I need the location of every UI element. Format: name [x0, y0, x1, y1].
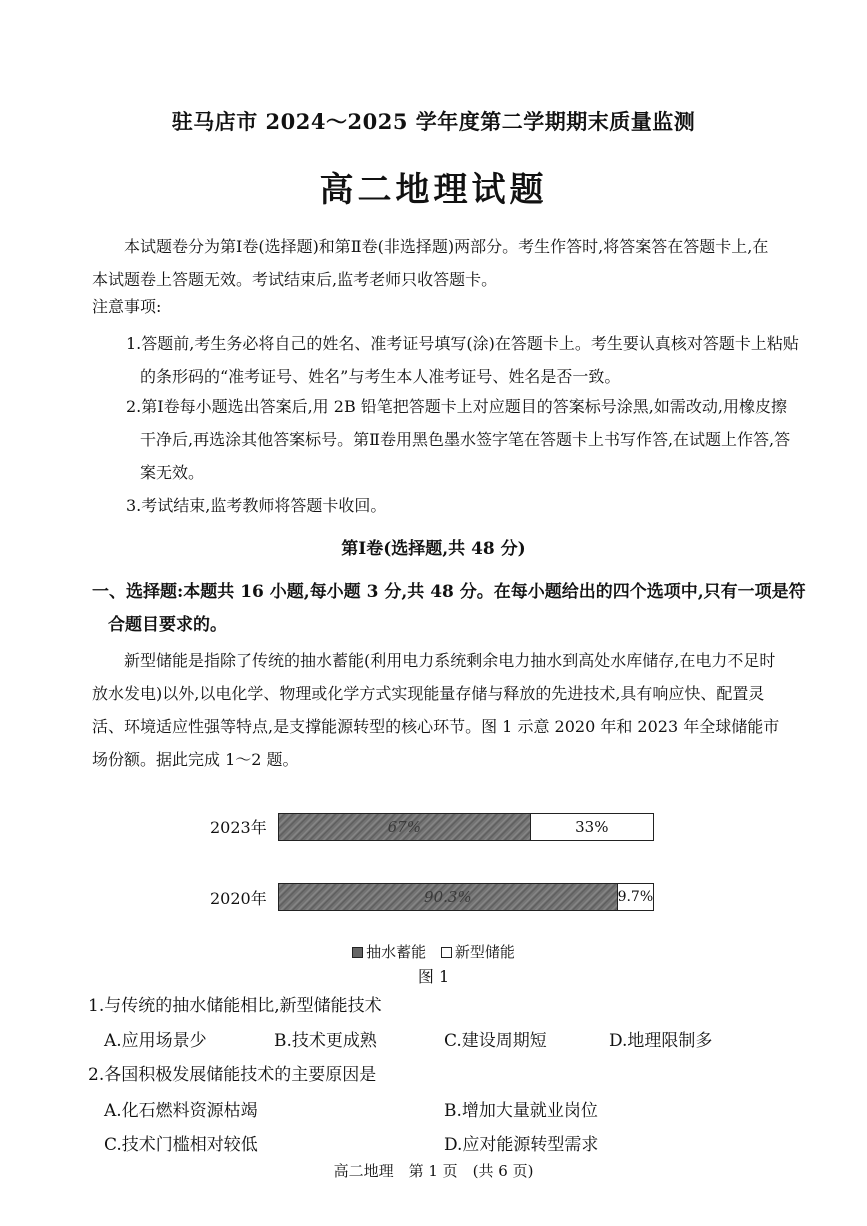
bar-2023-new-label: 33%	[575, 818, 609, 836]
q2-option-a: A.化石燃料资源枯竭	[104, 1101, 258, 1121]
exam-header: 驻马店市 2024～2025 学年度第二学期期末质量监测	[171, 109, 696, 134]
section-heading: 一、选择题:本题共 16 小题,每小题 3 分,共 48 分。在每小题给出的四个选项中,只有一项是符合题目要求的。	[92, 582, 806, 635]
bar-label-2023: 2023年	[210, 818, 267, 837]
legend-label-new: 新型储能	[454, 943, 515, 961]
passage-paragraph: 新型储能是指除了传统的抽水蓄能(利用电力系统剩余电力抽水到高处水库储存,在电力不足时放水发电)以外,以电化学、物理或化学方式实现能量存储与释放的先进技术,具有响应快、配置灵活、环境适应性强等特点,是支撑能源转型的核心环节。图 1 示意 2020 年和 2023 年全球储能市场份额。据此完成 1～2 题。	[92, 651, 780, 769]
intro-paragraph: 本试题卷分为第Ⅰ卷(选择题)和第Ⅱ卷(非选择题)两部分。考生作答时,将答案答在答题卡上,在本试题卷上答题无效。考试结束后,监考老师只收答题卡。	[92, 237, 769, 289]
question-2-stem: 2.各国积极发展储能技术的主要原因是	[88, 1065, 377, 1085]
note-item-2: 2.第Ⅰ卷每小题选出答案后,用 2B 铅笔把答题卡上对应题目的答案标号涂黑,如需改动,用橡皮擦干净后,再选涂其他答案标号。第Ⅱ卷用黑色墨水签字笔在答题卡上书写作答,在试题上作答,答案无效。	[126, 397, 791, 482]
notes-heading: 注意事项:	[92, 297, 162, 316]
page-footer: 高二地理 第 1 页 (共 6 页)	[333, 1162, 534, 1180]
question-2-options-row-2	[104, 1130, 804, 1156]
bar-label-2020: 2020年	[210, 889, 267, 908]
q1-option-c: C.建设周期短	[444, 1031, 547, 1051]
bar-2020-new-label: 9.7%	[617, 889, 654, 905]
q1-option-a: A.应用场景少	[104, 1031, 207, 1051]
q1-option-b: B.技术更成熟	[274, 1031, 377, 1051]
figure-caption: 图 1	[417, 967, 450, 986]
q2-option-d: D.应对能源转型需求	[444, 1135, 599, 1155]
part-title: 第Ⅰ卷(选择题,共 48 分)	[341, 539, 526, 559]
question-2-options-row-1	[104, 1096, 804, 1122]
q2-option-b: B.增加大量就业岗位	[444, 1101, 598, 1121]
note-item-1: 1.答题前,考生务必将自己的姓名、准考证号填写(涂)在答题卡上。考生要认真核对答题卡上粘贴的条形码的“准考证号、姓名”与考生本人准考证号、姓名是否一致。	[126, 334, 799, 386]
page-title: 高二地理试题	[319, 170, 548, 210]
bar-2020-pumped-segment	[279, 884, 617, 910]
legend-swatch-pumped	[352, 947, 363, 958]
bar-2020-new-segment	[617, 884, 653, 910]
legend-swatch-new	[441, 947, 452, 958]
note-item-3: 3.考试结束,监考教师将答题卡收回。	[126, 496, 387, 515]
bar-2023-pumped-label: 67%	[387, 818, 421, 836]
bar-2020-pumped-label: 90.3%	[424, 888, 472, 906]
q2-option-c: C.技术门槛相对较低	[104, 1135, 258, 1155]
legend-label-pumped: 抽水蓄能	[366, 943, 427, 961]
bar-2023	[278, 813, 654, 841]
bar-2020	[278, 883, 654, 911]
question-1-options	[104, 1026, 804, 1052]
storage-share-chart	[200, 805, 670, 935]
question-1-stem: 1.与传统的抽水储能相比,新型储能技术	[88, 996, 382, 1016]
bar-2023-new-segment	[530, 814, 653, 840]
q1-option-d: D.地理限制多	[609, 1031, 713, 1051]
chart-legend	[0, 941, 867, 962]
bar-2023-pumped-segment	[279, 814, 530, 840]
